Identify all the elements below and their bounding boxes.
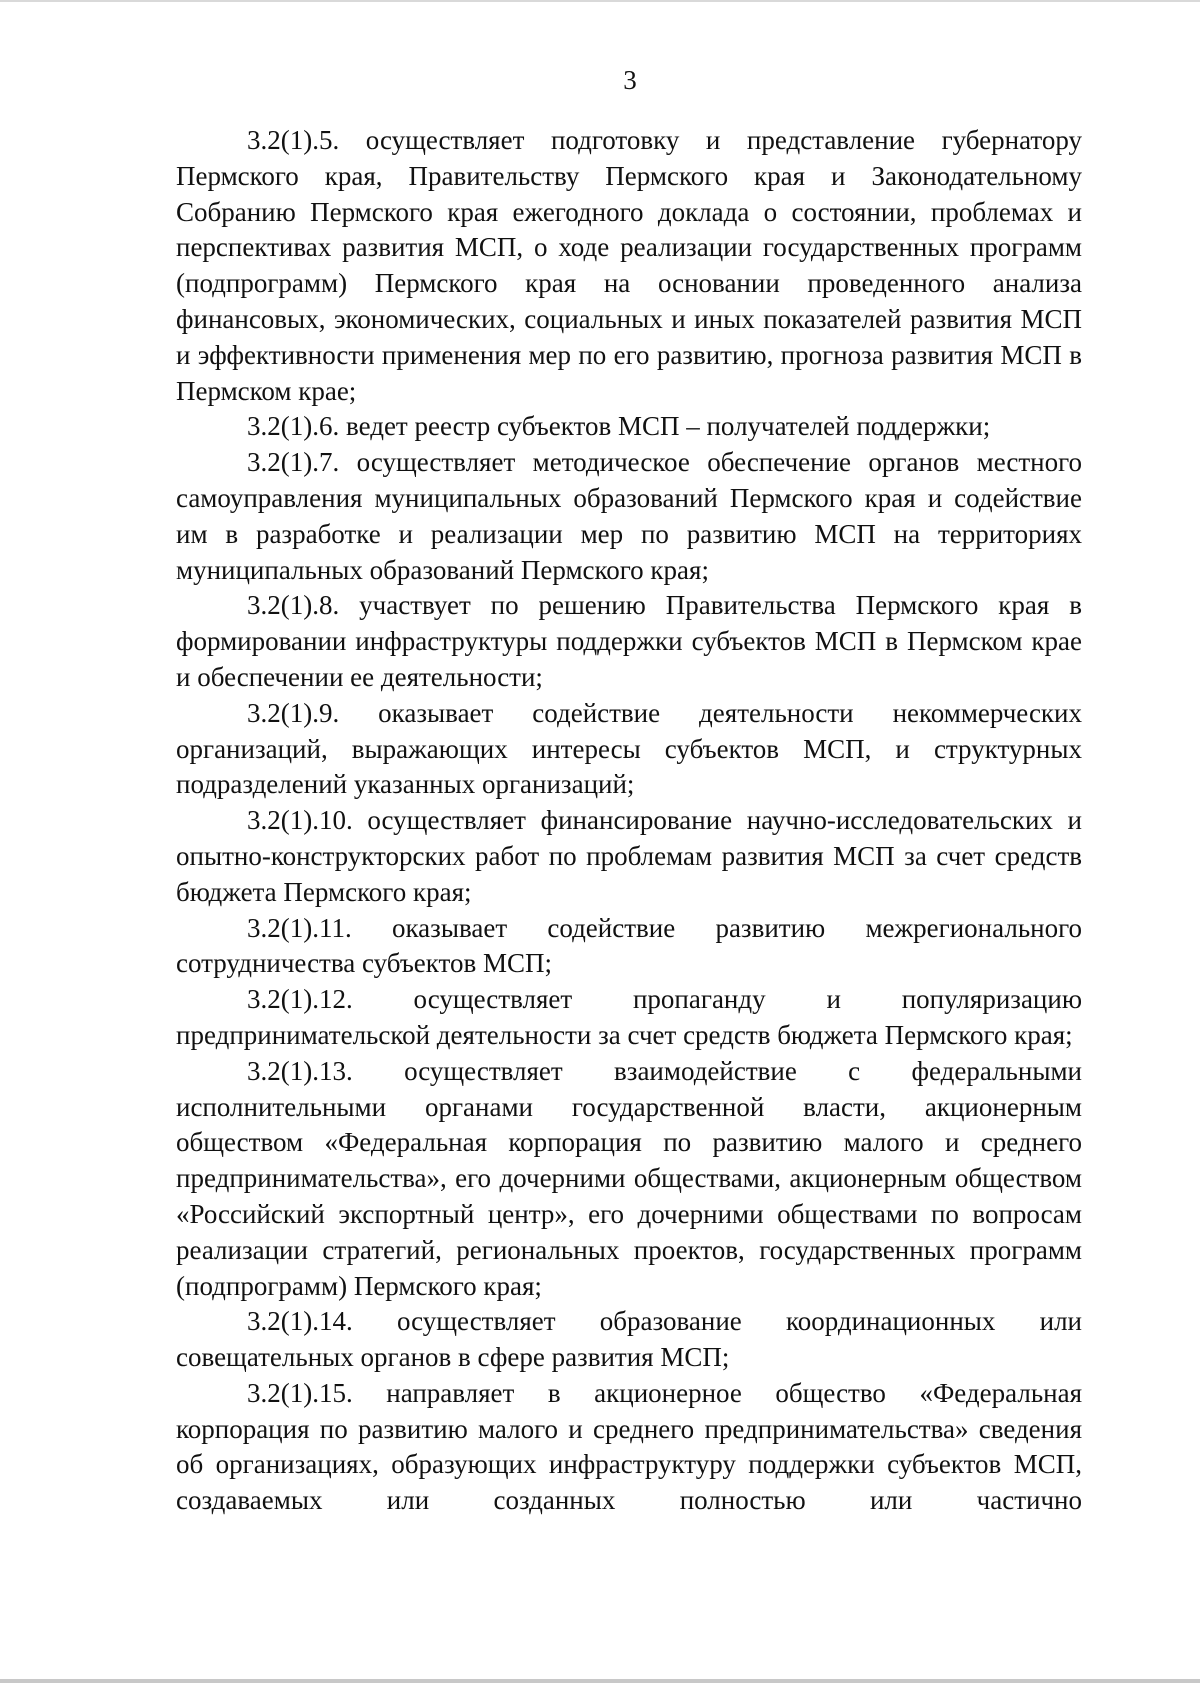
paragraph-3-2-1-9: 3.2(1).9. оказывает содействие деятельности некоммерческих организаций, выражающих интересы субъектов МСП, и структурных подразделений указанных организаций; [176, 697, 1082, 800]
page-number: 3 [623, 65, 637, 95]
paragraph-3-2-1-11: 3.2(1).11. оказывает содействие развитию межрегионального сотрудничества субъектов МСП; [176, 912, 1082, 979]
paragraph-3-2-1-6: 3.2(1).6. ведет реестр субъектов МСП – получателей поддержки; [247, 411, 991, 442]
paragraph-3-2-1-12: 3.2(1).12. осуществляет пропаганду и популяризацию предпринимательской деятельности за счет средств бюджета Пермского края; [176, 984, 1082, 1050]
paragraph-3-2-1-10: 3.2(1).10. осуществляет финансирование научно-исследовательских и опытно-конструкторских работ по проблемам развития МСП за счет средств бюджета Пермского края; [176, 805, 1082, 907]
paragraph-3-2-1-7: 3.2(1).7. осуществляет методическое обеспечение органов местного самоуправления муниципальных образований Пермского края и содействие им в разработке и реализации мер по развитию МСП на территориях муниципальных образований Пермского края; [176, 447, 1082, 585]
paragraph-3-2-1-5: 3.2(1).5. осуществляет подготовку и представление губернатору Пермского края, Правительству Пермского края и Законодательному Собранию Пермского края ежегодного доклада о состоянии, проблемах и перспективах развития МСП, о ходе реализации государственных программ (подпрограмм) Пермского края на основании проведенного анализа финансовых, экономических, социальных и иных показателей развития МСП и эффективности применения мер по его развитию, прогноза развития МСП в Пермском крае; [176, 125, 1082, 406]
paragraph-3-2-1-15: 3.2(1).15. направляет в акционерное общество «Федеральная корпорация по развитию малого и среднего предпринимательства» сведения об организациях, образующих инфраструктуру поддержки субъектов МСП, создаваемых или созданных полностью или частично [176, 1377, 1082, 1516]
scan-edge-bottom [0, 1679, 1200, 1683]
paragraph-3-2-1-13: 3.2(1).13. осуществляет взаимодействие с федеральными исполнительными органами государственной власти, акционерным обществом «Федеральная корпорация по развитию малого и среднего предпринимательства», его дочерними обществами, акционерным обществом «Российский экспортный центр», его дочерними обществами по вопросам реализации стратегий, региональных проектов, государственных программ (подпрограмм) Пермского края; [176, 1055, 1082, 1301]
document-body [176, 123, 1082, 1519]
paragraph-3-2-1-8: 3.2(1).8. участвует по решению Правительства Пермского края в формировании инфраструктуры поддержки субъектов МСП в Пермском крае и обеспечении ее деятельности; [176, 590, 1082, 692]
scan-edge-top [0, 0, 1200, 2]
paragraph-3-2-1-14: 3.2(1).14. осуществляет образование координационных или совещательных органов в сфере развития МСП; [176, 1306, 1082, 1373]
